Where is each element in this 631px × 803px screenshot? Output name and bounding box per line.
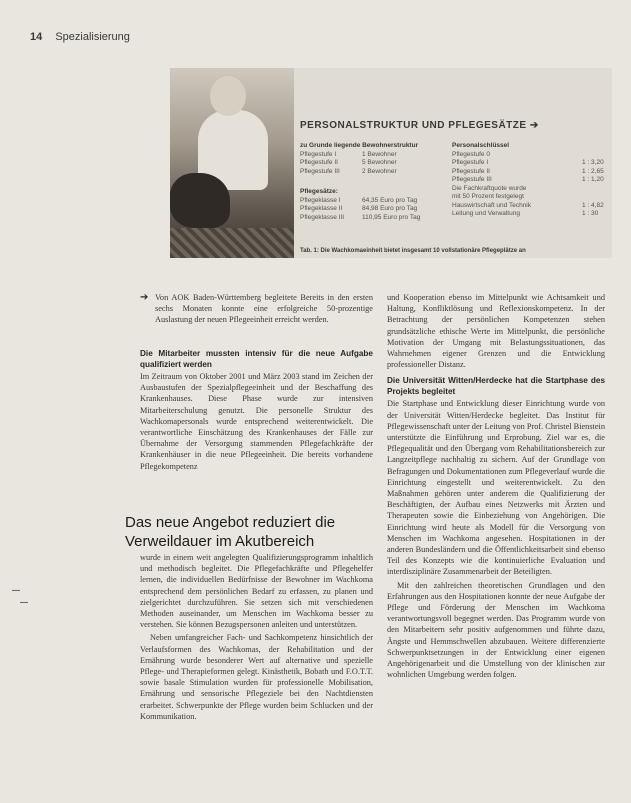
- paragraph: und Kooperation ebenso im Mittelpunkt wie Achtsamkeit und Haltung, Konfliktlösung und Reflexionskompetenz. In der Betrachtung der persönlichen Kompetenzen stehen grundsätzliche ethische Werte im Mittelpunkt, die persönliche Motivation der Umgang mit Belastungssituationen, das Wahrnehmen eigener Grenzen und die Entwicklung professioneller Distanz.: [387, 293, 605, 370]
- info-row: [452, 185, 610, 194]
- info-row: [300, 168, 450, 177]
- row-value: 5 Bewohner: [362, 159, 397, 166]
- info-row: [452, 159, 610, 168]
- left-column-bottom: [140, 552, 373, 797]
- row-label: Hauswirtschaft und Technik: [452, 201, 532, 209]
- row-label: Die Fachkraftquote wurde: [452, 184, 527, 192]
- row-value: 1 Bewohner: [362, 150, 397, 158]
- main-heading: Das neue Angebot reduziert die Verweildauer im Akutbereich: [125, 514, 336, 550]
- row-label: Leitung und Verwaltung: [452, 210, 520, 217]
- paragraph: Die Startphase und Entwicklung dieser Einrichtung wurde von der Universität Witten/Herdecke begleitet. Das Institut für Pflegewissenschaft unter der Leitung von Prof. Christel Bienstein unterstützte die Einführung und Erprobung. Ziel war es, die Pflegequalität und den Übergang vom Rehabilitationsbereich zur Langzeitpflege nachhaltig zu sichern. Auf der Grundlage von Befragungen und Dokumentationen zum Pflegeverlauf wurde die Einrichtung eingestellt und weiterentwickelt. Zu den Maßnahmen gehören unter anderem die Qualifizierung der Beschäftigten, der Aufbau eines Netzwerks mit Ärzten und Therapeuten sowie die Einbeziehung von Angehörigen. Die Einrichtung wird heute als Modell für die Versorgung von Menschen im Wachkoma angesehen. Hospitationen in der anderen Bundesländern und die Öffentlichkeitsarbeit sind ebenso Teil des Konzepts wie die kontinuierliche Evaluation und interdisziplinäre Zusammenarbeit der Beteiligten.: [387, 399, 605, 577]
- info-box-title: PERSONALSTRUKTUR UND PFLEGESÄTZE ➔: [300, 120, 539, 131]
- info-row: [452, 193, 610, 202]
- arrow-icon: ➔: [140, 292, 149, 303]
- info-row: [452, 176, 610, 185]
- paragraph: Im Zeitraum von Oktober 2001 und März 2003 stand im Zeichen der Ausbaustufen der Spezialpflegeeinheit und der Beschaffung des Krankenhauses. Diese Phase wurde zur intensiven Mitarbeiterschulung genutzt. Die personelle Struktur des Wachkomapersonals wurde entsprechend weiterentwickelt. Die verantwortliche Einschätzung des Krankenhauses der Fälle zur Übernahme der Versorgung stammenden Pflegefachkräfte der Krankenhäuser in die neue Pflegeeinheit. Die bereits vorhandene Pflegekompetenz: [140, 372, 373, 471]
- row-label: mit 50 Prozent festgelegt: [452, 193, 524, 200]
- left-column-top: [155, 292, 373, 328]
- row-label: Pflegestufe I: [452, 159, 489, 166]
- left-column-mid: [140, 343, 373, 474]
- right-column: [387, 292, 605, 797]
- row-value: 110,95 Euro pro Tag: [362, 213, 421, 221]
- info-row: [452, 210, 610, 219]
- table-caption: Tab. 1: Die Wachkomaeinheit bietet insgesamt 10 vollstationäre Pflegeplätze an: [300, 248, 526, 254]
- row-label: Pflegestufe III: [300, 167, 340, 175]
- arrow-icon: ➔: [529, 120, 539, 131]
- row-value: 64,35 Euro pro Tag: [362, 196, 418, 204]
- resident-structure: zu Grunde liegende Bewohnerstruktur Pflegestufe I 1 Bewohner Pflegestufe II 5 Bewohner Pflegestufe III 2 Bewohner Pflegesätze: Pflegeklasse I 64,35 Euro pro Tag Pflegeklasse II 84,98 Euro pro Tag Pflegeklasse III 110,95 Euro pro Tag: [300, 142, 450, 222]
- subheading: Die Mitarbeiter mussten intensiv für die neue Aufgabe qualifiziert werden: [140, 349, 373, 369]
- nurse-photo: [170, 68, 294, 258]
- section-title: Spezialisierung: [55, 31, 130, 43]
- row-label: Pflegeklasse II: [300, 205, 343, 212]
- row-label: Pflegestufe 0: [452, 150, 490, 158]
- info-box: [294, 68, 612, 258]
- row-label: Pflegestufe II: [300, 159, 338, 166]
- page-number: 14: [30, 31, 43, 43]
- row-value: 1 : 4,82: [582, 201, 604, 209]
- row-value: 1 : 3,20: [582, 159, 604, 166]
- info-row: [452, 151, 610, 160]
- row-label: Pflegestufe III: [452, 176, 492, 183]
- row-label: Pflegestufe II: [452, 167, 490, 175]
- info-row: [300, 197, 450, 206]
- row-label: Pflegestufe I: [300, 150, 337, 158]
- row-value: 1 : 2,65: [582, 167, 604, 175]
- row-value: 1 : 1,20: [582, 176, 604, 183]
- row-label: Pflegeklasse III: [300, 213, 345, 221]
- info-row: [300, 214, 450, 223]
- row-label: Pflegeklasse I: [300, 196, 341, 204]
- info-row: [300, 151, 450, 160]
- paragraph: Mit den zahlreichen theoretischen Grundlagen und den Erfahrungen aus den Hospitationen konnte der neue Aufgabe der Pflege und Förderung der Menschen im Wachkoma verantwortungsvoll begegnet werden. Das Programm wurde von den Mitarbeitern sehr positiv aufgenommen und führte dazu, Ängste und Hemmschwellen abzubauen. Weitere differenzierte Schwerpunktsetzungen in der Entwicklung einer eigenen Angehörigenarbeit und die Umstellung von der klinischen zur wohnlichen Umgebung werden folgen.: [387, 580, 605, 680]
- subheading: Die Universität Witten/Herdecke hat die Startphase des Projekts begleitet: [387, 376, 605, 396]
- info-row: [300, 205, 450, 214]
- row-value: 1 : 30: [582, 210, 599, 217]
- paragraph: Neben umfangreicher Fach- und Sachkompetenz hinsichtlich der Verlaufsformen des Wachkomas, der Rehabilitation und der Ernährung wurde besonderer Wert auf alternative und spezielle Pflege- und Therapieformen gelegt. Kinästhetik, Bobath und F.O.T.T. sowie basale Stimulation wurden für professionelle Mobilisation, Ernährung und sensorische Pflegeziele bei den Nachtdiensten erarbeitet. Schwerpunkte der Pflege wurden beim Schlucken und der Kommunikation.: [140, 633, 373, 721]
- row-value: 2 Bewohner: [362, 167, 397, 175]
- info-row: [452, 202, 610, 211]
- info-row: [300, 159, 450, 168]
- margin-mark: [12, 590, 20, 591]
- staff-ratio: Personalschlüssel Pflegestufe 0 Pflegestufe I 1 : 3,20 Pflegestufe II 1 : 2,65 Pflegestufe III 1 : 1,20 Die Fachkraftquote wurde mit 50 Prozent festgelegt Hauswirtschaft und Technik 1 : 4,82 Leitung und Verwaltung 1 : 30: [452, 142, 610, 219]
- margin-mark: [20, 602, 28, 603]
- page-header: [30, 31, 130, 43]
- paragraph: wurde in einem weit angelegten Qualifizierungsprogramm inhaltlich und methodisch begleitet. Die Pflegefachkräfte und Pflegehelfer lernen, die individuellen Bedürfnisse der Bewohner im Wachkoma entsprechend dem persönlichen Bedarf zu erfassen, zu planen und zielgerichtet durchzuführen. Sie setzen sich mit verschiedenen Methoden auseinander, um Menschen im Wachkoma besser zu verstehen. Sie können Bezugspersonen anleiten und unterstützen.: [140, 553, 373, 630]
- row-value: 84,98 Euro pro Tag: [362, 205, 418, 212]
- intro-paragraph: Von AOK Baden-Württemberg begleitete Bereits in den ersten sechs Monaten konnte eine erfolgreiche 50-prozentige Auslastung der neuen Pflegeeinheit erreicht werden.: [155, 293, 373, 325]
- info-row: [452, 168, 610, 177]
